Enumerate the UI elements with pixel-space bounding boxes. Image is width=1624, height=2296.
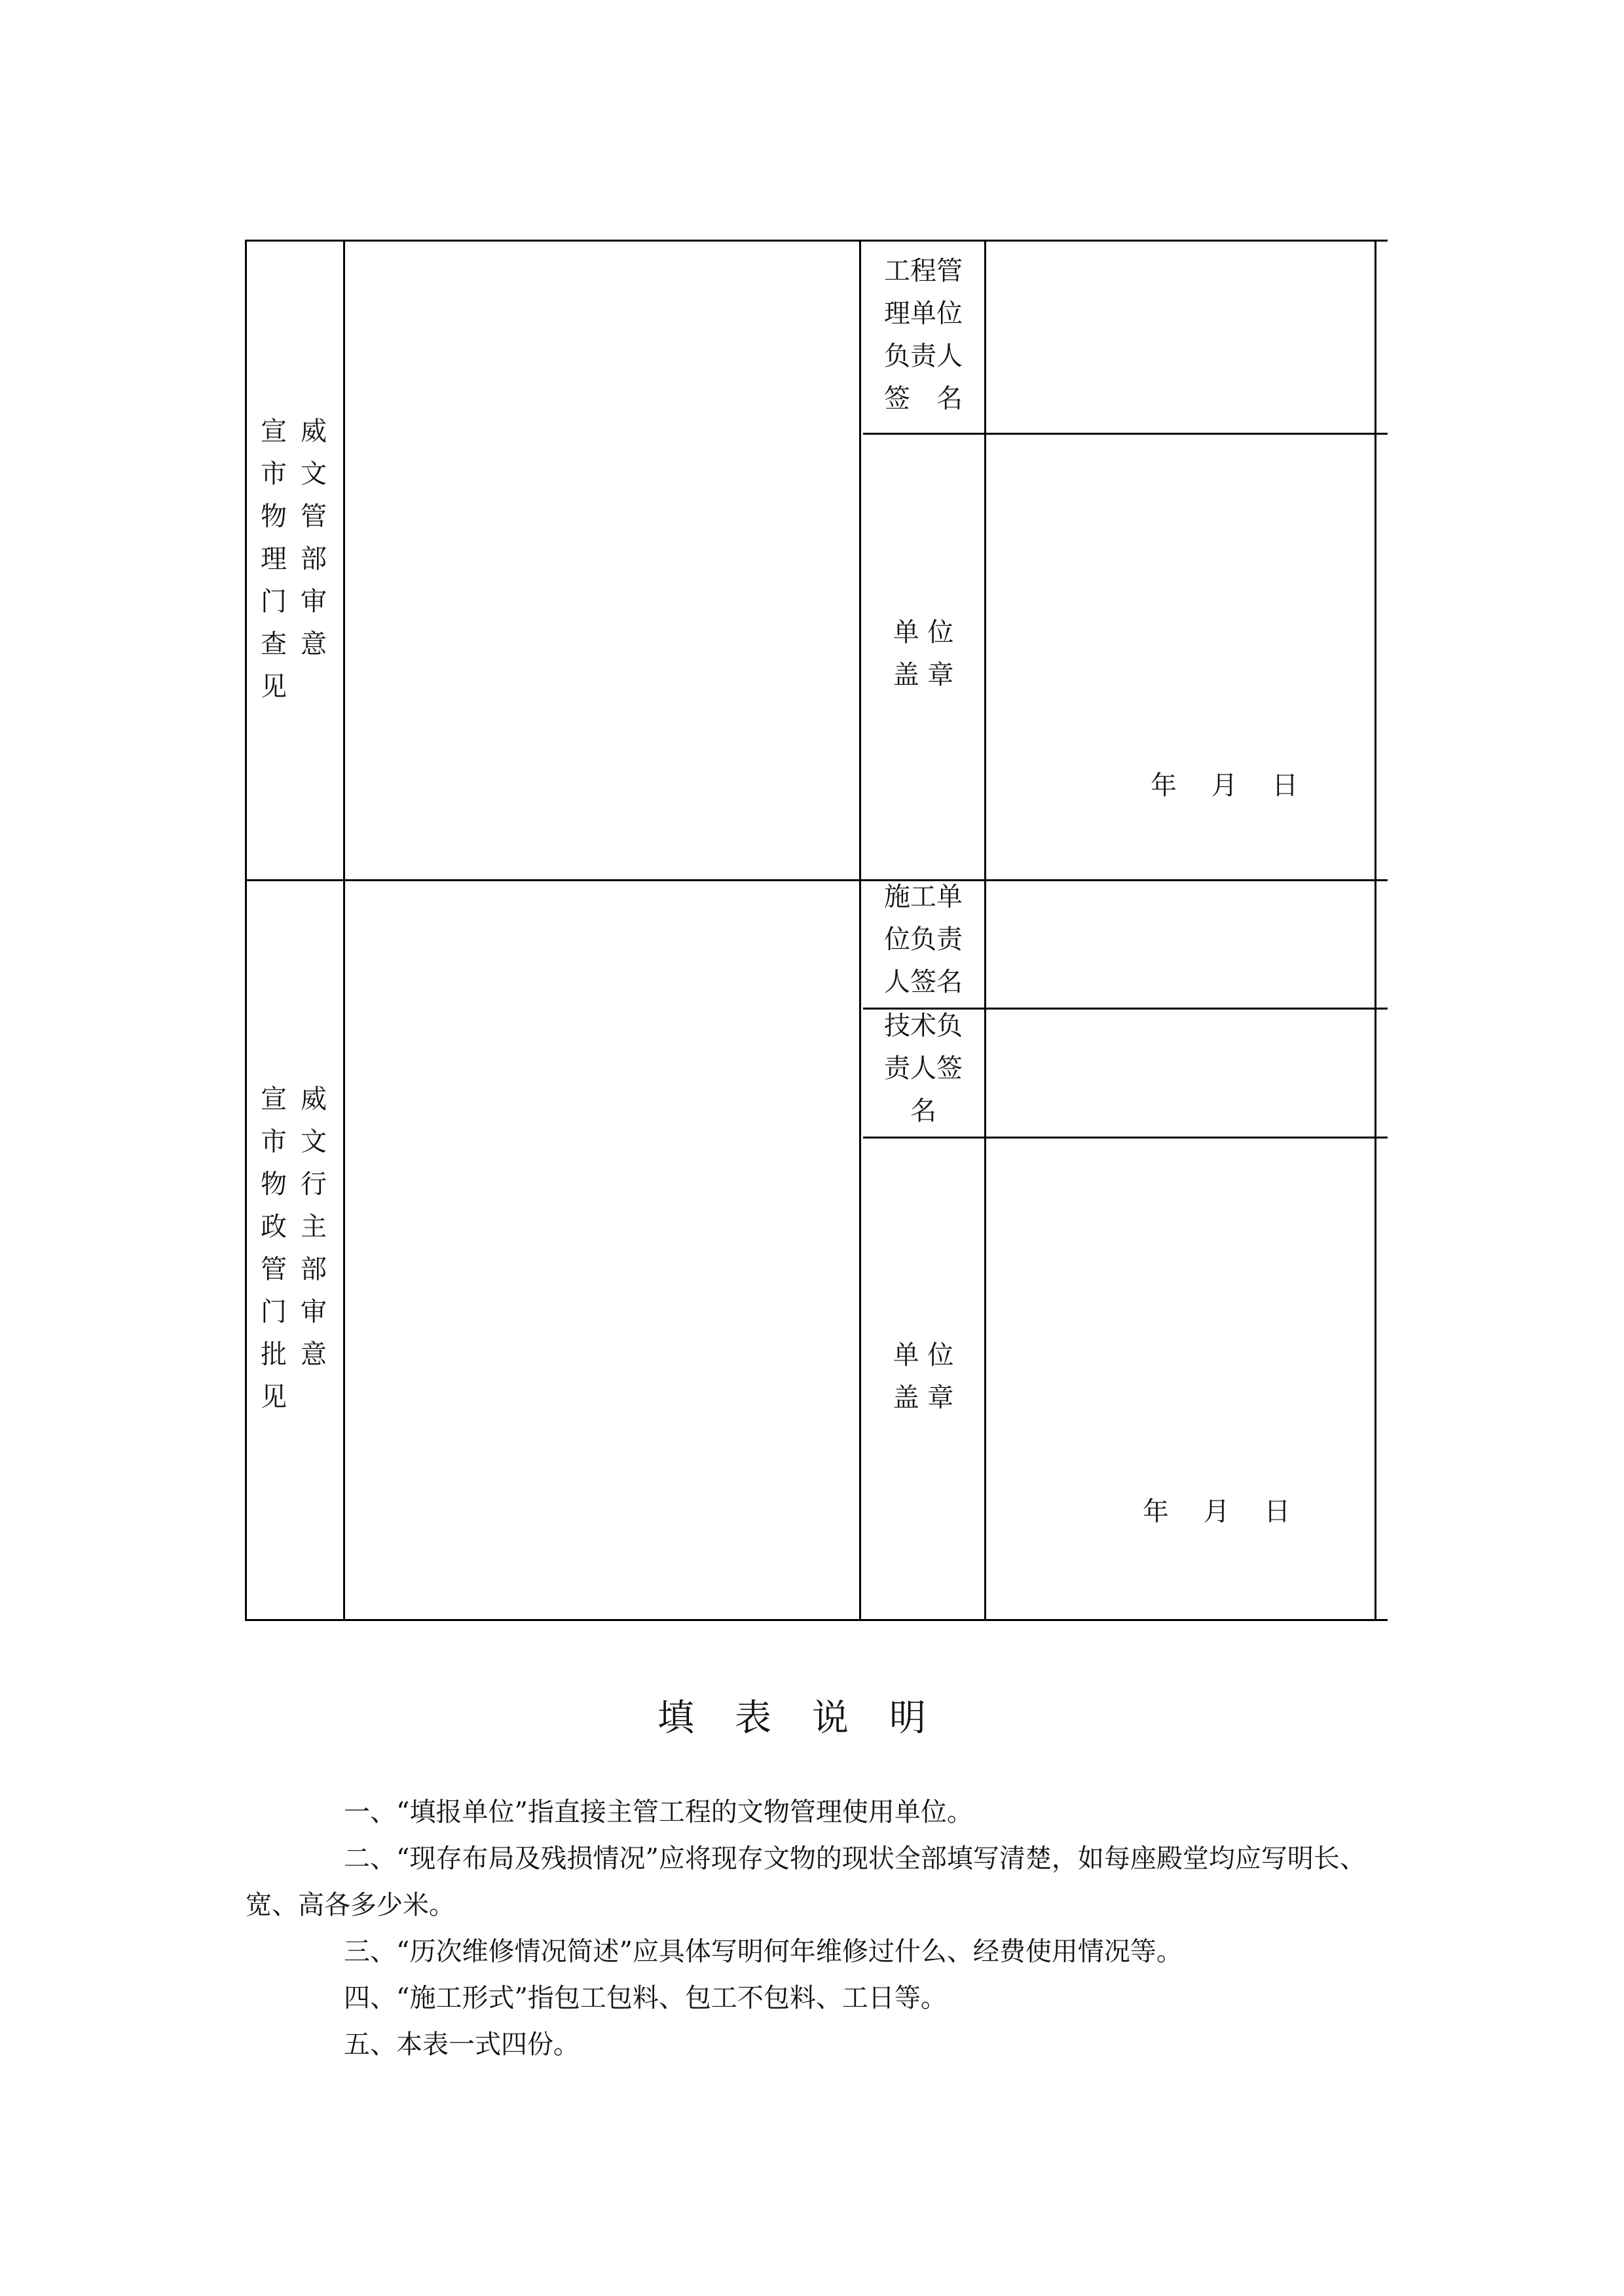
construction-unit-signature-label bbox=[861, 876, 986, 1004]
engineering-manager-signature-label bbox=[861, 250, 986, 420]
section1-date: 年 月 日 bbox=[1151, 771, 1299, 801]
table-border-top bbox=[245, 240, 1388, 242]
label-line: 负责人 bbox=[884, 341, 963, 371]
label-char: 行 bbox=[301, 1169, 327, 1199]
column-divider bbox=[343, 240, 345, 1621]
label-char: 理 bbox=[261, 544, 287, 574]
section2-label-col-b bbox=[301, 1078, 327, 1376]
row-divider bbox=[863, 1137, 1388, 1139]
section1-opinion-field[interactable] bbox=[347, 244, 858, 879]
label-char: 意 bbox=[301, 629, 327, 659]
label-char: 物 bbox=[261, 501, 287, 532]
section1-label-col-b bbox=[301, 410, 327, 666]
table-border-right bbox=[1375, 240, 1376, 1621]
section2-seal-field[interactable] bbox=[988, 1140, 1373, 1618]
technical-lead-signature-field[interactable] bbox=[988, 1011, 1373, 1135]
table-border-left bbox=[245, 240, 247, 1621]
instruction-item: 四、“施工形式”指包工包料、包工不包料、工日等。 bbox=[344, 1983, 947, 2013]
table-border-bottom bbox=[245, 1619, 1388, 1621]
instruction-item: 五、本表一式四份。 bbox=[344, 2030, 580, 2060]
technical-lead-signature-label bbox=[861, 1005, 986, 1133]
label-char: 宣 bbox=[261, 416, 287, 446]
label-char: 部 bbox=[301, 544, 327, 574]
label-char: 管 bbox=[301, 501, 327, 532]
label-char: 部 bbox=[301, 1254, 327, 1285]
label-char: 审 bbox=[301, 1297, 327, 1327]
label-char: 意 bbox=[301, 1339, 327, 1370]
instructions-list bbox=[246, 1789, 1382, 2068]
label-char: 威 bbox=[301, 416, 327, 446]
label-line: 理单位 bbox=[884, 299, 963, 329]
label-char: 管 bbox=[261, 1254, 287, 1285]
label-char: 审 bbox=[301, 587, 327, 617]
section1-seal-label bbox=[861, 611, 986, 697]
label-char: 文 bbox=[301, 459, 327, 489]
label-line: 单 位 bbox=[893, 1340, 954, 1370]
label-char: 政 bbox=[261, 1212, 287, 1242]
label-char: 物 bbox=[261, 1169, 287, 1199]
label-char: 文 bbox=[301, 1127, 327, 1157]
label-char: 市 bbox=[261, 1127, 287, 1157]
label-char: 见 bbox=[261, 672, 287, 702]
label-line: 工程管 bbox=[884, 256, 963, 286]
label-char: 查 bbox=[261, 629, 287, 659]
section2-opinion-field[interactable] bbox=[347, 883, 858, 1618]
label-char: 威 bbox=[301, 1084, 327, 1114]
label-line: 责人签 bbox=[884, 1053, 963, 1084]
label-line: 技术负 bbox=[884, 1011, 963, 1041]
instruction-item: 一、“填报单位”指直接主管工程的文物管理使用单位。 bbox=[344, 1797, 973, 1827]
label-line: 人签名 bbox=[884, 967, 963, 997]
label-line: 盖 章 bbox=[893, 660, 954, 690]
instruction-item: 三、“历次维修情况简述”应具体写明何年维修过什么、经费使用情况等。 bbox=[344, 1937, 1183, 1967]
section2-label-col-a bbox=[261, 1078, 287, 1419]
row-divider bbox=[863, 433, 1388, 435]
construction-unit-signature-field[interactable] bbox=[988, 883, 1373, 1006]
instructions-title: 填表说明 bbox=[657, 1697, 967, 1740]
label-char: 门 bbox=[261, 1297, 287, 1327]
label-line: 单 位 bbox=[893, 617, 954, 647]
label-char: 批 bbox=[261, 1339, 287, 1370]
label-line: 签 名 bbox=[884, 384, 963, 414]
section2-seal-label bbox=[861, 1334, 986, 1419]
label-line: 名 bbox=[910, 1096, 936, 1126]
section1-seal-field[interactable] bbox=[988, 437, 1373, 878]
label-char: 见 bbox=[261, 1382, 287, 1412]
label-char: 主 bbox=[301, 1212, 327, 1242]
label-char: 门 bbox=[261, 587, 287, 617]
label-char: 宣 bbox=[261, 1084, 287, 1114]
instruction-item: 二、“现存布局及残损情况”应将现存文物的现状全部填写清楚，如每座殿堂均应写明长、宽、高各多少米。 bbox=[246, 1844, 1366, 1920]
label-line: 施工单 bbox=[884, 882, 963, 912]
section1-label-col-a bbox=[261, 410, 287, 708]
section2-date: 年 月 日 bbox=[1143, 1497, 1291, 1527]
label-line: 盖 章 bbox=[893, 1383, 954, 1413]
label-line: 位负责 bbox=[884, 924, 963, 955]
section-divider bbox=[245, 879, 1388, 881]
engineering-manager-signature-field[interactable] bbox=[988, 244, 1373, 431]
label-char: 市 bbox=[261, 459, 287, 489]
